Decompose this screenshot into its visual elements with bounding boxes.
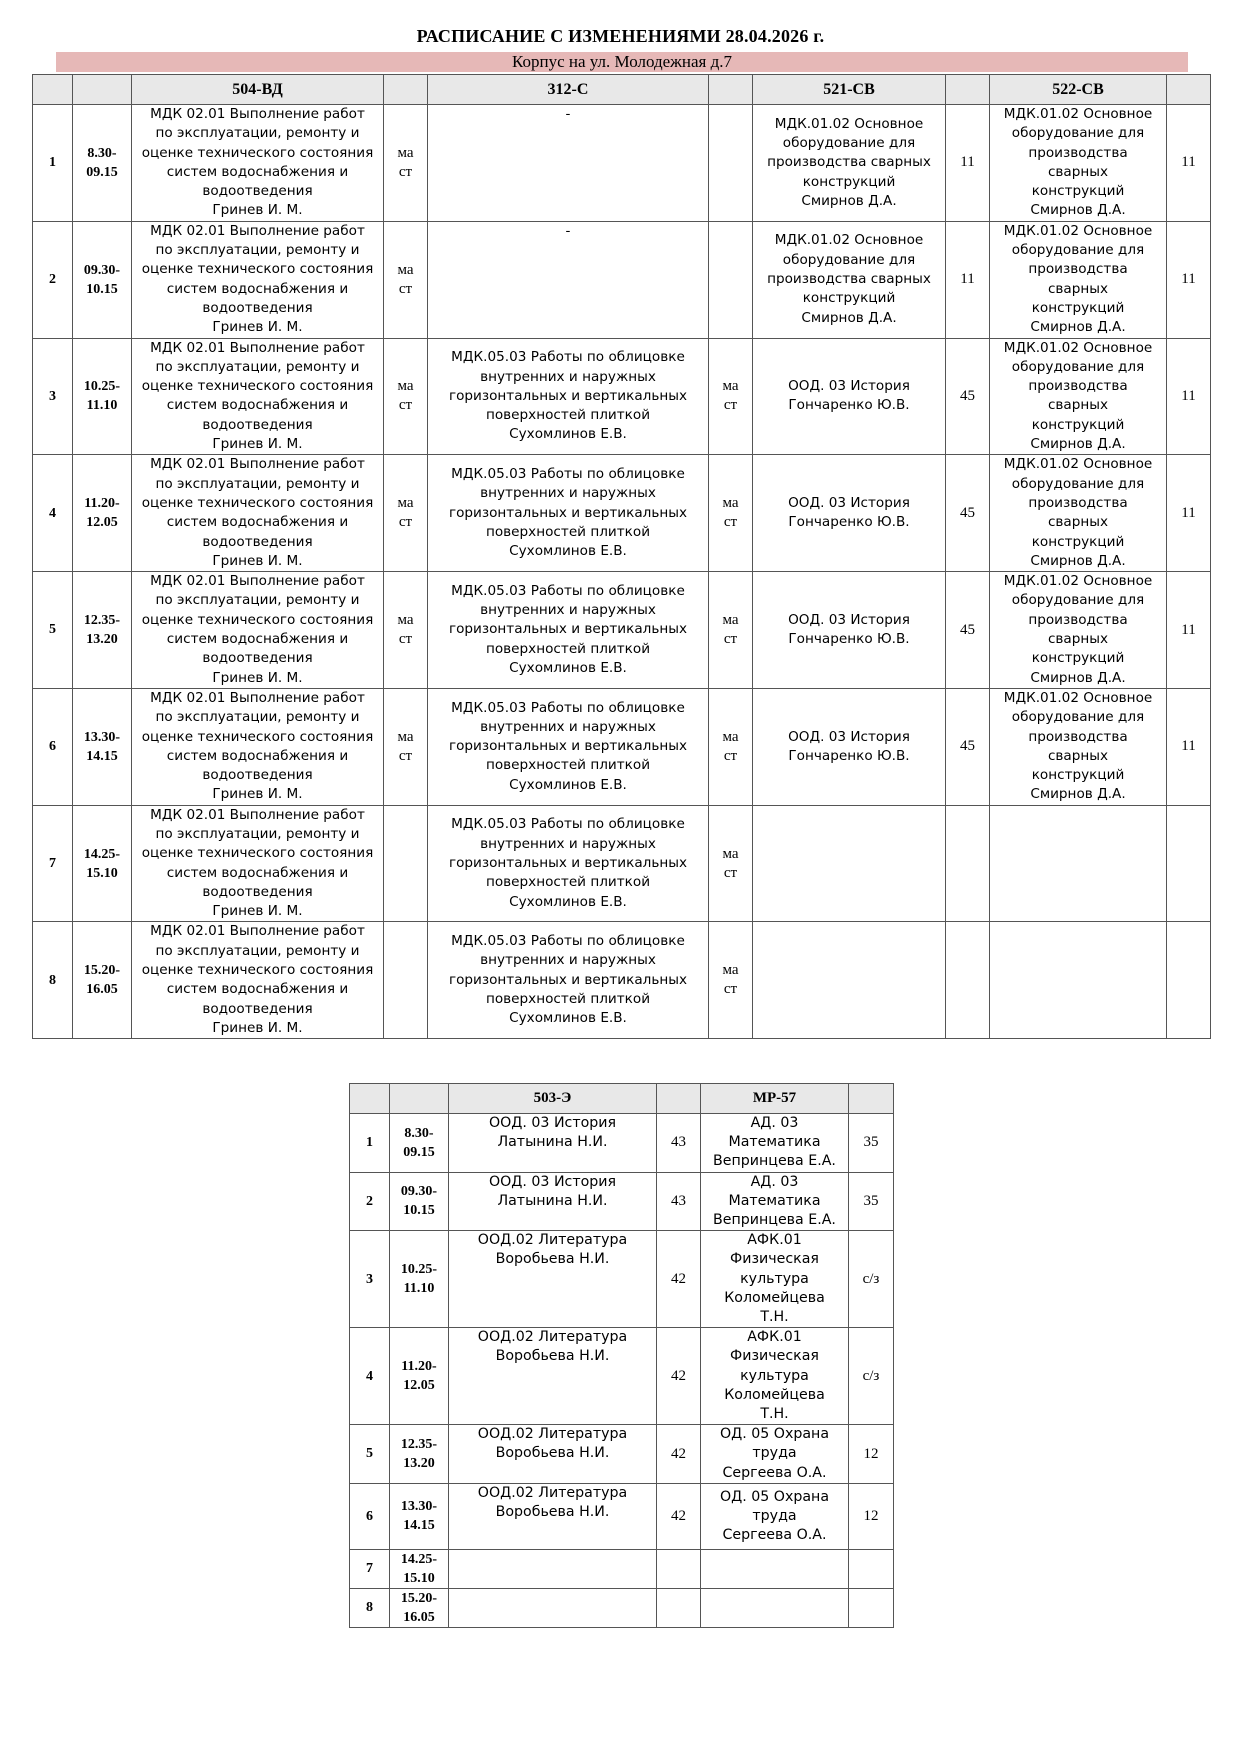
table-row [350, 1172, 894, 1231]
lesson-subject: ООД.02 Литература Воробьева Н.И. [449, 1425, 657, 1484]
header-cell-num [33, 75, 73, 105]
lesson-number: 1 [33, 105, 73, 222]
table-row [33, 688, 1211, 805]
lesson-subject: АД. 03 Математика Вепринцева Е.А. [701, 1114, 849, 1173]
lesson-room: ма ст [384, 455, 428, 572]
lesson-subject: ООД. 03 История Латынина Н.И. [449, 1114, 657, 1173]
header-cell-room [946, 75, 990, 105]
lesson-room: 11 [1167, 221, 1211, 338]
lesson-room: ма ст [384, 688, 428, 805]
lesson-room: 12 [849, 1483, 894, 1549]
header-cell-room [1167, 75, 1211, 105]
header-cell-time [390, 1084, 449, 1114]
lesson-room: ма ст [384, 572, 428, 689]
lesson-room: 11 [1167, 105, 1211, 222]
lesson-subject: ООД. 03 История Гончаренко Ю.В. [753, 572, 946, 689]
lesson-subject: МДК.01.02 Основное оборудование для производства сварных конструкций Смирнов Д.А. [753, 221, 946, 338]
lesson-room [946, 922, 990, 1039]
lesson-subject: АФК.01 Физическая культура Коломейцева Т.Н. [701, 1328, 849, 1425]
lesson-subject [701, 1549, 849, 1588]
lesson-number: 4 [350, 1328, 390, 1425]
lesson-subject: ООД. 03 История Гончаренко Ю.В. [753, 338, 946, 455]
lesson-time: 8.30- 09.15 [73, 105, 132, 222]
lesson-room: с/з [849, 1328, 894, 1425]
lesson-subject: МДК 02.01 Выполнение работ по эксплуатации, ремонту и оценке технического состояния систем водоснабжения и водоотведения Гринев И. М. [132, 805, 384, 922]
lesson-room: 11 [1167, 338, 1211, 455]
lesson-room: 43 [657, 1172, 701, 1231]
lesson-room: 45 [946, 688, 990, 805]
lesson-time: 8.30- 09.15 [390, 1114, 449, 1173]
lesson-subject [753, 805, 946, 922]
header-row [350, 1084, 894, 1114]
header-cell-room [657, 1084, 701, 1114]
lesson-number: 8 [350, 1588, 390, 1627]
lesson-room [849, 1588, 894, 1627]
lesson-subject: МДК 02.01 Выполнение работ по эксплуатации, ремонту и оценке технического состояния систем водоснабжения и водоотведения Гринев И. М. [132, 338, 384, 455]
lesson-room: 42 [657, 1231, 701, 1328]
lesson-time: 11.20- 12.05 [390, 1328, 449, 1425]
lesson-subject: МДК.01.02 Основное оборудование для производства сварных конструкций Смирнов Д.А. [990, 572, 1167, 689]
lesson-room: 11 [1167, 572, 1211, 689]
table-row [350, 1231, 894, 1328]
lesson-room: ма ст [384, 338, 428, 455]
lesson-room: 42 [657, 1328, 701, 1425]
lesson-subject: МДК.05.03 Работы по облицовке внутренних и наружных горизонтальных и вертикальных поверхностей плиткой Сухомлинов Е.В. [428, 338, 709, 455]
lesson-subject: АД. 03 Математика Вепринцева Е.А. [701, 1172, 849, 1231]
lesson-subject: ОД. 05 Охрана труда Сергеева О.А. [701, 1425, 849, 1484]
group-header-504-vd: 504-ВД [132, 75, 384, 105]
lesson-time: 15.20- 16.05 [73, 922, 132, 1039]
group-header-mr-57: МР-57 [701, 1084, 849, 1114]
lesson-subject [449, 1588, 657, 1627]
lesson-room: ма ст [384, 105, 428, 222]
lesson-room: 45 [946, 455, 990, 572]
group-header-503-e: 503-Э [449, 1084, 657, 1114]
lesson-number: 2 [33, 221, 73, 338]
lesson-subject: МДК.01.02 Основное оборудование для производства сварных конструкций Смирнов Д.А. [990, 688, 1167, 805]
lesson-number: 7 [33, 805, 73, 922]
table-row [350, 1328, 894, 1425]
lesson-subject [753, 922, 946, 1039]
lesson-room: 35 [849, 1114, 894, 1173]
lesson-subject: МДК.05.03 Работы по облицовке внутренних и наружных горизонтальных и вертикальных поверхностей плиткой Сухомлинов Е.В. [428, 805, 709, 922]
lesson-time: 10.25- 11.10 [73, 338, 132, 455]
lesson-time: 09.30- 10.15 [390, 1172, 449, 1231]
lesson-subject: - [428, 105, 709, 222]
lesson-room: 45 [946, 572, 990, 689]
lesson-subject: ООД. 03 История Гончаренко Ю.В. [753, 455, 946, 572]
lesson-room: ма ст [709, 572, 753, 689]
lesson-time: 12.35- 13.20 [73, 572, 132, 689]
lesson-subject [990, 922, 1167, 1039]
lesson-number: 3 [33, 338, 73, 455]
lesson-subject [449, 1549, 657, 1588]
lesson-room [384, 922, 428, 1039]
lesson-number: 8 [33, 922, 73, 1039]
lesson-subject: - [428, 221, 709, 338]
table-row [350, 1425, 894, 1484]
lesson-time: 14.25- 15.10 [390, 1549, 449, 1588]
lesson-subject: МДК.05.03 Работы по облицовке внутренних и наружных горизонтальных и вертикальных поверхностей плиткой Сухомлинов Е.В. [428, 688, 709, 805]
lesson-time: 10.25- 11.10 [390, 1231, 449, 1328]
lesson-room: с/з [849, 1231, 894, 1328]
lesson-time: 15.20- 16.05 [390, 1588, 449, 1627]
lesson-room [849, 1549, 894, 1588]
lesson-subject: МДК.01.02 Основное оборудование для производства сварных конструкций Смирнов Д.А. [753, 105, 946, 222]
group-header-522-sv: 522-СВ [990, 75, 1167, 105]
table-row [33, 105, 1211, 222]
table-row [33, 338, 1211, 455]
lesson-subject: МДК.01.02 Основное оборудование для производства сварных конструкций Смирнов Д.А. [990, 455, 1167, 572]
table-row [33, 572, 1211, 689]
lesson-subject: МДК.01.02 Основное оборудование для производства сварных конструкций Смирнов Д.А. [990, 338, 1167, 455]
lesson-room [657, 1588, 701, 1627]
lesson-subject: МДК.05.03 Работы по облицовке внутренних и наружных горизонтальных и вертикальных поверхностей плиткой Сухомлинов Е.В. [428, 572, 709, 689]
lesson-subject [990, 805, 1167, 922]
lesson-subject: ООД.02 Литература Воробьева Н.И. [449, 1231, 657, 1328]
lesson-time: 13.30- 14.15 [73, 688, 132, 805]
lesson-room: 42 [657, 1483, 701, 1549]
lesson-subject: МДК 02.01 Выполнение работ по эксплуатации, ремонту и оценке технического состояния систем водоснабжения и водоотведения Гринев И. М. [132, 221, 384, 338]
lesson-subject: МДК 02.01 Выполнение работ по эксплуатации, ремонту и оценке технического состояния систем водоснабжения и водоотведения Гринев И. М. [132, 455, 384, 572]
table-row [350, 1114, 894, 1173]
table-row [33, 805, 1211, 922]
lesson-room: 11 [946, 221, 990, 338]
lesson-number: 6 [33, 688, 73, 805]
table-row [350, 1588, 894, 1627]
lesson-subject: МДК 02.01 Выполнение работ по эксплуатации, ремонту и оценке технического состояния систем водоснабжения и водоотведения Гринев И. М. [132, 105, 384, 222]
lesson-room [946, 805, 990, 922]
lesson-room: ма ст [709, 338, 753, 455]
lesson-room: ма ст [709, 455, 753, 572]
lesson-subject: МДК.05.03 Работы по облицовке внутренних и наружных горизонтальных и вертикальных поверхностей плиткой Сухомлинов Е.В. [428, 455, 709, 572]
lesson-time: 09.30- 10.15 [73, 221, 132, 338]
lesson-room [709, 221, 753, 338]
main-schedule-table [32, 74, 1211, 1039]
lesson-room: ма ст [709, 805, 753, 922]
lesson-subject: ООД.02 Литература Воробьева Н.И. [449, 1328, 657, 1425]
lesson-number: 7 [350, 1549, 390, 1588]
lesson-subject: МДК.01.02 Основное оборудование для производства сварных конструкций Смирнов Д.А. [990, 105, 1167, 222]
header-cell-time [73, 75, 132, 105]
lesson-number: 4 [33, 455, 73, 572]
group-header-312-s: 312-С [428, 75, 709, 105]
lesson-room: 35 [849, 1172, 894, 1231]
lesson-time: 11.20- 12.05 [73, 455, 132, 572]
lesson-room [657, 1549, 701, 1588]
table-row [350, 1483, 894, 1549]
lesson-time: 12.35- 13.20 [390, 1425, 449, 1484]
group-header-521-sv: 521-СВ [753, 75, 946, 105]
table-row [33, 455, 1211, 572]
lesson-subject: МДК.01.02 Основное оборудование для производства сварных конструкций Смирнов Д.А. [990, 221, 1167, 338]
lesson-room: ма ст [709, 688, 753, 805]
lesson-room: 43 [657, 1114, 701, 1173]
lesson-number: 1 [350, 1114, 390, 1173]
lesson-number: 3 [350, 1231, 390, 1328]
header-row [33, 75, 1211, 105]
lesson-subject: МДК 02.01 Выполнение работ по эксплуатации, ремонту и оценке технического состояния систем водоснабжения и водоотведения Гринев И. М. [132, 688, 384, 805]
lesson-room [384, 805, 428, 922]
table-row [350, 1549, 894, 1588]
lesson-room: 45 [946, 338, 990, 455]
lesson-number: 6 [350, 1483, 390, 1549]
lesson-subject: ОД. 05 Охрана труда Сергеева О.А. [701, 1483, 849, 1549]
lesson-number: 2 [350, 1172, 390, 1231]
lesson-room: 11 [1167, 688, 1211, 805]
lesson-number: 5 [33, 572, 73, 689]
lesson-room: ма ст [384, 221, 428, 338]
lesson-room [709, 105, 753, 222]
lesson-subject: ООД.02 Литература Воробьева Н.И. [449, 1483, 657, 1549]
lesson-room: 11 [946, 105, 990, 222]
lesson-room: 42 [657, 1425, 701, 1484]
lesson-subject: АФК.01 Физическая культура Коломейцева Т.Н. [701, 1231, 849, 1328]
second-schedule-table [349, 1083, 894, 1628]
lesson-subject: МДК 02.01 Выполнение работ по эксплуатации, ремонту и оценке технического состояния систем водоснабжения и водоотведения Гринев И. М. [132, 922, 384, 1039]
lesson-room: 11 [1167, 455, 1211, 572]
lesson-subject [701, 1588, 849, 1627]
lesson-subject: МДК.05.03 Работы по облицовке внутренних и наружных горизонтальных и вертикальных поверхностей плиткой Сухомлинов Е.В. [428, 922, 709, 1039]
lesson-subject: ООД. 03 История Гончаренко Ю.В. [753, 688, 946, 805]
lesson-room [1167, 922, 1211, 1039]
lesson-subject: ООД. 03 История Латынина Н.И. [449, 1172, 657, 1231]
building-banner: Корпус на ул. Молодежная д.7 [56, 52, 1188, 72]
lesson-subject: МДК 02.01 Выполнение работ по эксплуатации, ремонту и оценке технического состояния систем водоснабжения и водоотведения Гринев И. М. [132, 572, 384, 689]
lesson-time: 13.30- 14.15 [390, 1483, 449, 1549]
lesson-room: 12 [849, 1425, 894, 1484]
header-cell-room [709, 75, 753, 105]
lesson-room: ма ст [709, 922, 753, 1039]
header-cell-num [350, 1084, 390, 1114]
lesson-number: 5 [350, 1425, 390, 1484]
table-row [33, 221, 1211, 338]
header-cell-room [849, 1084, 894, 1114]
table-row [33, 922, 1211, 1039]
lesson-time: 14.25- 15.10 [73, 805, 132, 922]
page-title: РАСПИСАНИЕ С ИЗМЕНЕНИЯМИ 28.04.2026 г. [416, 26, 825, 46]
header-cell-room [384, 75, 428, 105]
lesson-room [1167, 805, 1211, 922]
